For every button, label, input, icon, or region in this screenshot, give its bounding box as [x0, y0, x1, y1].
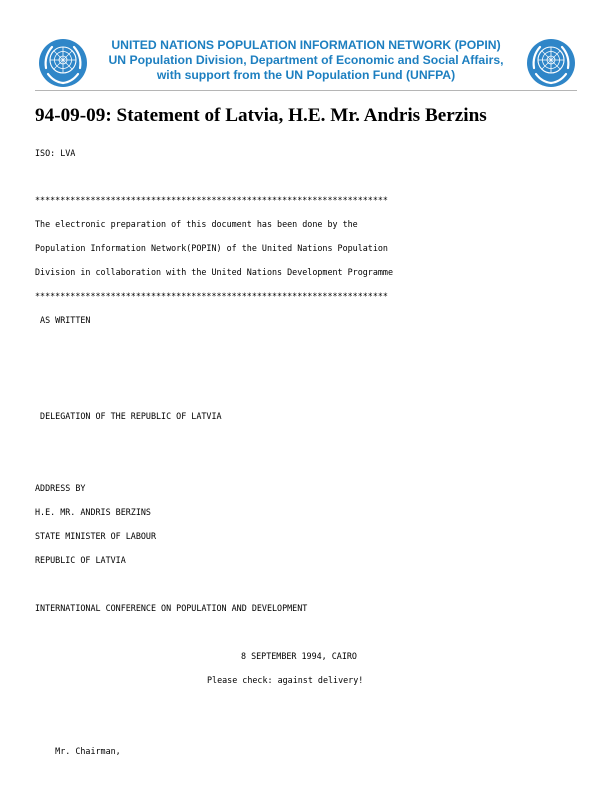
prep-note-line-3: Division in collaboration with the United Nations Development Programme [35, 267, 393, 277]
popin-header [35, 36, 577, 90]
un-emblem-icon [38, 38, 88, 88]
header-line-3: with support from the UN Population Fund (UNFPA) [156, 68, 456, 82]
iso-code: ISO: LVA [35, 148, 76, 158]
speaker-country: REPUBLIC OF LATVIA [35, 555, 126, 565]
stars-divider-top: ********************************************************************** [35, 195, 388, 205]
un-emblem-icon [526, 38, 576, 88]
header-line-2: UN Population Division, Department of Economic and Social Affairs, [108, 53, 504, 67]
delegation-heading: DELEGATION OF THE REPUBLIC OF LATVIA [35, 411, 222, 421]
header-line-1: UNITED NATIONS POPULATION INFORMATION NETWORK (POPIN) [111, 38, 501, 52]
address-by-label: ADDRESS BY [35, 483, 86, 493]
salutation: Mr. Chairman, [35, 746, 121, 756]
speaker-position: STATE MINISTER OF LABOUR [35, 531, 157, 541]
speaker-name: H.E. MR. ANDRIS BERZINS [35, 507, 151, 517]
page-title: 94-09-09: Statement of Latvia, H.E. Mr. Andris Berzins [35, 105, 487, 126]
header-divider [35, 90, 577, 91]
date-location: 8 SEPTEMBER 1994, CAIRO [241, 651, 357, 661]
prep-note-line-1: The electronic preparation of this document has been done by the [35, 219, 358, 229]
stars-divider-bottom: ********************************************************************** [35, 291, 388, 301]
header-text [91, 38, 521, 83]
conference-name: INTERNATIONAL CONFERENCE ON POPULATION AND DEVELOPMENT [35, 603, 308, 613]
as-written-note: AS WRITTEN [35, 315, 91, 325]
prep-note-line-2: Population Information Network(POPIN) of the United Nations Population [35, 243, 388, 253]
delivery-check-note: Please check: against delivery! [207, 675, 364, 685]
